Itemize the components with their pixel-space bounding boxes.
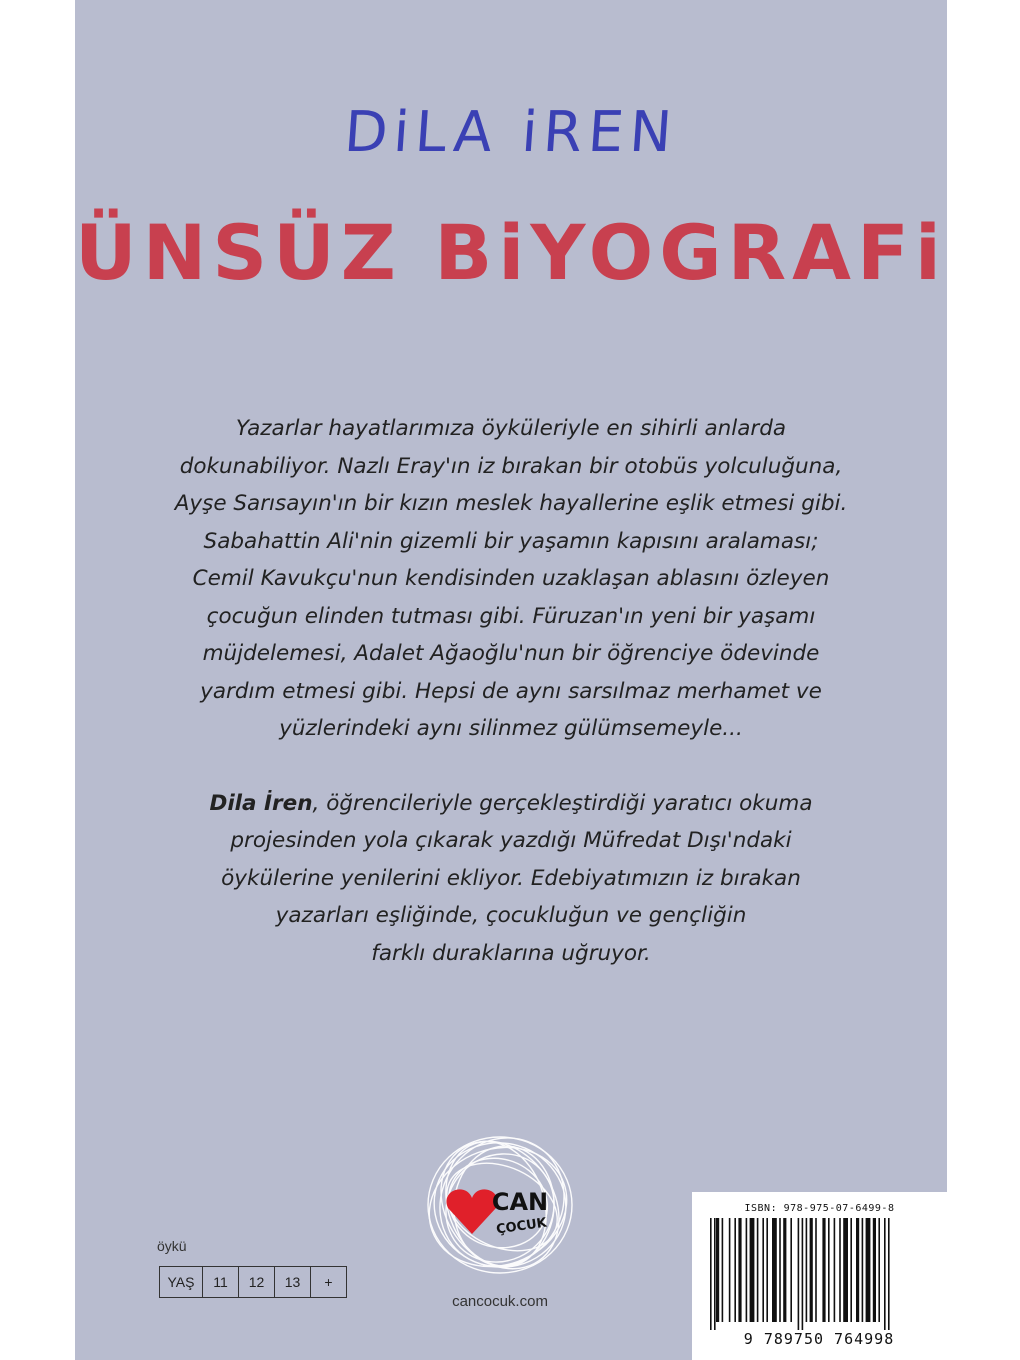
age-value: + <box>324 1274 333 1290</box>
age-range-box <box>159 1266 347 1298</box>
logo-line1: CAN <box>491 1188 549 1216</box>
barcode-bar <box>843 1218 848 1322</box>
blurb-author: Dila İren <box>209 790 313 816</box>
barcode-bar <box>716 1218 719 1322</box>
barcode-bar <box>839 1218 841 1322</box>
barcode-bar <box>810 1218 813 1322</box>
age-value: 12 <box>239 1267 275 1297</box>
isbn-label: ISBN: 978-975-07-6499-8 <box>744 1203 895 1214</box>
blurb-line: yardım etmesi gibi. Hepsi de aynı sarsılmaz merhamet ve <box>200 678 822 704</box>
barcode-digits: 9 789750 764998 <box>743 1330 895 1348</box>
genre-label: öykü <box>157 1238 187 1254</box>
barcode-bar <box>862 1218 864 1322</box>
barcode-bar <box>734 1218 736 1322</box>
blurb-line: yüzlerindeki aynı silinmez gülümsemeyle... <box>279 716 743 741</box>
logo-line2: ÇOCUK <box>495 1215 548 1238</box>
barcode-bar <box>878 1218 880 1322</box>
blurb-line: Ayşe Sarısayın'ın bir kızın meslek hayallerine eşlik etmesi gibi. <box>174 491 848 516</box>
author-name: DiLA iREN <box>342 100 680 165</box>
blurb-line: farklı duraklarına uğruyor. <box>371 940 651 966</box>
barcode-bar <box>722 1218 724 1322</box>
website: cancocuk.com <box>452 1293 548 1310</box>
barcode-bar <box>850 1218 852 1322</box>
blurb-text: , öğrencileriyle gerçekleştirdiği yaratıcı okuma <box>312 790 813 816</box>
blurb-line: Yazarlar hayatlarımıza öyküleriyle en sihirli anlarda <box>235 416 787 441</box>
barcode-bar <box>738 1218 741 1322</box>
blurb-line: Cemil Kavukçu'nun kendisinden uzaklaşan ablasını özleyen <box>192 566 830 591</box>
barcode-bar <box>790 1218 792 1322</box>
barcode-bar <box>834 1218 836 1322</box>
barcode-bar <box>798 1218 800 1330</box>
barcode-bar <box>729 1218 731 1322</box>
blurb <box>115 410 907 972</box>
barcode <box>704 1218 936 1330</box>
age-label: YAŞ <box>160 1267 203 1297</box>
blurb-line: yazarları eşliğinde, çocukluğun ve gençliğin <box>275 903 747 928</box>
book-title: ÜNSÜZ BiYOGRAFi <box>75 208 947 297</box>
barcode-bar <box>856 1218 859 1322</box>
barcode-bar <box>815 1218 817 1322</box>
barcode-bar <box>746 1218 748 1322</box>
blurb-line: çocuğun elinden tutması gibi. Füruzan'ın yeni bir yaşamı <box>206 603 816 629</box>
blurb-line <box>115 785 907 823</box>
barcode-bar <box>750 1218 755 1322</box>
back-cover <box>75 0 947 1360</box>
barcode-bar <box>802 1218 804 1330</box>
blurb-line: müjdelemesi, Adalet Ağaoğlu'nun bir öğrenciye ödevinde <box>202 641 820 666</box>
barcode-area <box>692 1192 947 1360</box>
age-value: 11 <box>203 1267 239 1297</box>
barcode-bar <box>757 1218 759 1322</box>
barcode-bar <box>714 1218 716 1330</box>
barcode-bar <box>766 1218 768 1322</box>
barcode-bar <box>866 1218 871 1322</box>
barcode-bar <box>762 1218 764 1322</box>
barcode-bar <box>828 1218 830 1322</box>
barcode-bar <box>822 1218 825 1322</box>
barcode-bar <box>779 1218 781 1322</box>
blurb-line: projesinden yola çıkarak yazdığı Müfredat Dışı'ndaki <box>230 828 792 853</box>
can-cocuk-logo <box>420 1130 580 1280</box>
barcode-bar <box>772 1218 777 1322</box>
barcode-bar <box>710 1218 712 1330</box>
barcode-bar <box>783 1218 786 1322</box>
blurb-line: dokunabiliyor. Nazlı Eray'ın iz bırakan bir otobüs yolculuğuna, <box>179 453 843 479</box>
blurb-line: Sabahattin Ali'nin gizemli bir yaşamın kapısını aralaması; <box>203 528 819 554</box>
barcode-bar <box>873 1218 876 1322</box>
barcode-bar <box>884 1218 886 1330</box>
barcode-bar <box>888 1218 890 1330</box>
barcode-bar <box>806 1218 808 1322</box>
age-value: 13 <box>275 1267 311 1297</box>
blurb-line: öykülerine yenilerini ekliyor. Edebiyatımızın iz bırakan <box>221 865 801 891</box>
